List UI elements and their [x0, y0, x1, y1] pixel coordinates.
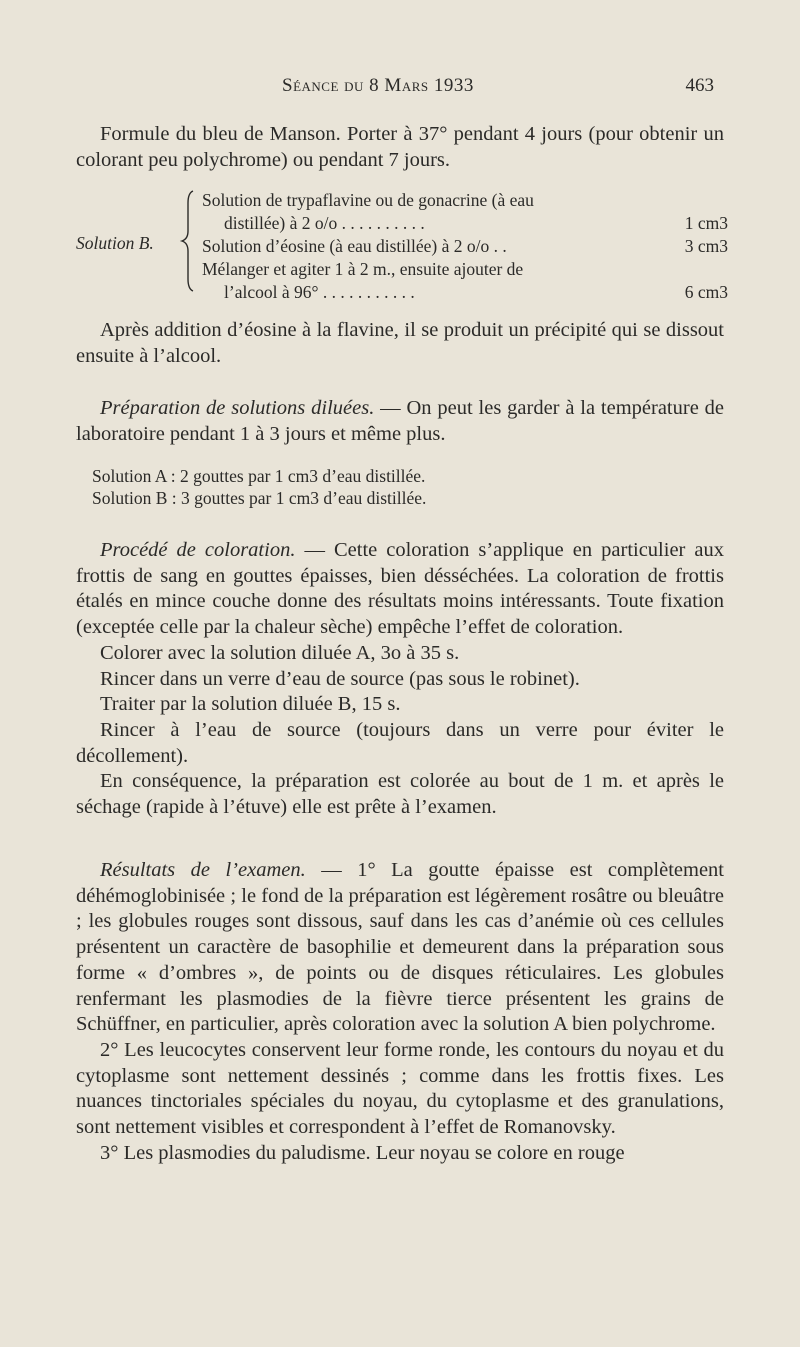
- solution-b-row: l’alcool à 96° . . . . . . . . . . . 6 cm3: [224, 282, 728, 302]
- resultats-paragraph: 3° Les plasmodies du paludisme. Leur noyau se colore en rouge: [100, 1141, 625, 1164]
- solution-b-label: Solution B.: [76, 233, 154, 253]
- dilution-list: [92, 465, 426, 509]
- solution-b-row: Solution d’éosine (à eau distillée) à 2 o/o . . 3 cm3: [202, 236, 728, 256]
- solution-b-row: Solution de trypaflavine ou de gonacrine (à eau: [202, 190, 534, 210]
- procede-heading: Procédé de coloration.: [100, 539, 296, 561]
- solution-b-row: Mélanger et agiter 1 à 2 m., ensuite ajouter de: [202, 259, 524, 279]
- procede-step: Rincer dans un verre d’eau de source (pas sous le robinet).: [100, 667, 580, 690]
- eosine-paragraph: Après addition d’éosine à la flavine, il se produit un précipité qui se dissout ensuite à l’alcool.: [76, 319, 724, 367]
- dilution-line: Solution B : 3 gouttes par 1 cm3 d’eau distillée.: [92, 488, 427, 508]
- resultats-paragraph: 2° Les leucocytes conservent leur forme ronde, les contours du noyau et du cytoplasme sont nettement dessinés ; comme dans les frottis fixes. Les nuances tinctoriales spéciales du noyau, du cytoplasme et des granulations, sont nettement visibles et correspondent à l’effet de Romanovsky.: [76, 1038, 724, 1139]
- brace-icon: [179, 189, 201, 293]
- intro-paragraph: Formule du bleu de Manson. Porter à 37° pendant 4 jours (pour obtenir un colorant peu polychrome) ou pendant 7 jours.: [76, 123, 724, 171]
- resultats-section: Résultats de l’examen. — 1° La goutte épaisse est complètement déhémoglobinisée ; le fond de la préparation est légèrement rosâtre ou bleuâtre ; les globules rouges sont dissous, sauf dans les cas d’anémie où ces cellules présentent un caractère de basophilie et demeurent dans la préparation sous forme « d’ombres », de points ou de disques réticulaires. Les globules renfermant les plasmodies de la fièvre tierce présentent les grains de Schüffner, en particulier, après coloration avec la solution A bien polychrome. 2° Les leucocytes conservent leur forme ronde, les contours du noyau et du cytoplasme sont nettement dessinés ; comme dans les frottis fixes. Les nuances tinctoriales spéciales du noyau, du cytoplasme et des granulations, sont nettement visibles et correspondent à l’effet de Romanovsky. 3° Les plasmodies du paludisme. Leur noyau se colore en rouge: [76, 858, 724, 1166]
- solution-b-rows: [202, 189, 728, 304]
- procede-step: En conséquence, la préparation est colorée au bout de 1 m. et après le séchage (rapide à l’étuve) elle est prête à l’examen.: [76, 770, 724, 819]
- page-number: 463: [685, 75, 714, 96]
- preparation-paragraph: Préparation de solutions diluées. — On peut les garder à la température de laboratoire pendant 1 à 3 jours et même plus.: [76, 397, 724, 445]
- solution-b-table: [76, 189, 728, 302]
- dilution-line: Solution A : 2 gouttes par 1 cm3 d’eau distillée.: [92, 466, 426, 486]
- solution-b-row: distillée) à 2 o/o . . . . . . . . . . 1 cm3: [224, 213, 728, 233]
- procede-step: Traiter par la solution diluée B, 15 s.: [100, 693, 401, 716]
- running-title: Séance du 8 Mars 1933: [282, 75, 474, 96]
- procede-step: Colorer avec la solution diluée A, 3o à 35 s.: [100, 641, 460, 664]
- preparation-heading: Préparation de solutions diluées.: [100, 397, 375, 419]
- resultats-heading: Résultats de l’examen.: [100, 859, 306, 881]
- procede-step: Rincer à l’eau de source (toujours dans un verre pour éviter le décollement).: [76, 718, 724, 767]
- page-header: [70, 75, 722, 101]
- procede-section: Procédé de coloration. — Cette coloration s’applique en particulier aux frottis de sang en gouttes épaisses, bien désséchées. La coloration de frottis étalés en mince couche donne des résultats moins intéressants. Toute fixation (exceptée celle par la chaleur sèche) empêche l’effet de coloration. Colorer avec la solution diluée A, 3o à 35 s. Rincer dans un verre d’eau de source (pas sous le robinet). Traiter par la solution diluée B, 15 s. Rincer à l’eau de source (toujours dans un verre pour éviter le décollement). En conséquence, la préparation est colorée au bout de 1 m. et après le séchage (rapide à l’étuve) elle est prête à l’examen.: [76, 538, 724, 821]
